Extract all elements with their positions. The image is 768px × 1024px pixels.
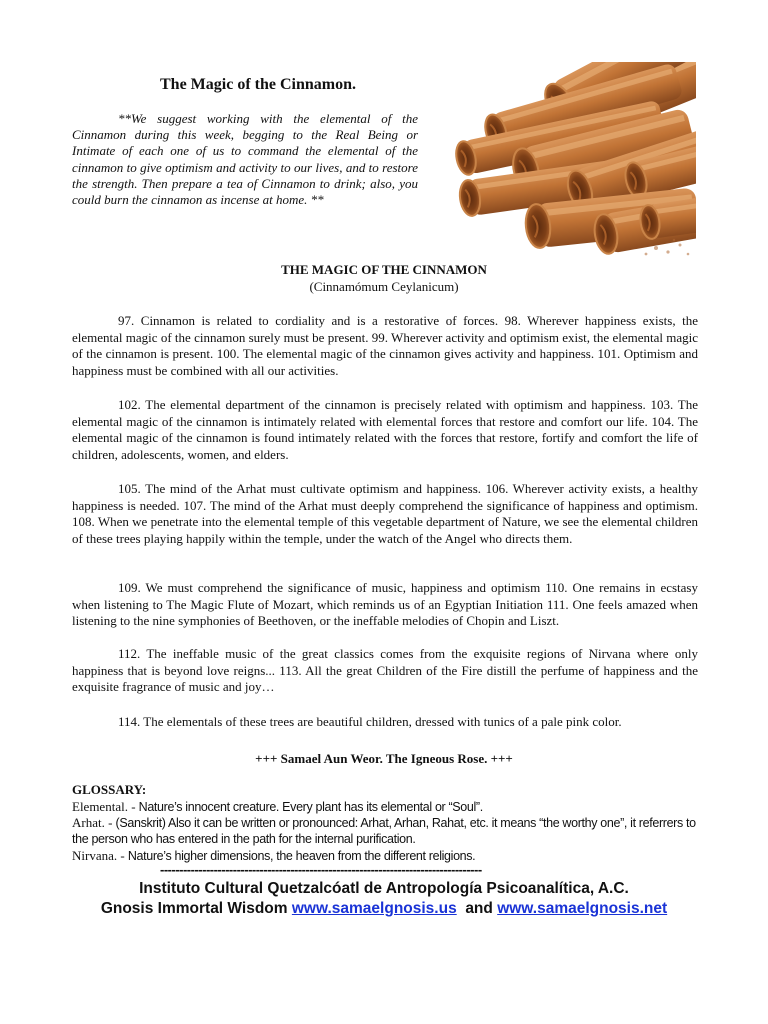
paragraph: 109. We must comprehend the significance of music, happiness and optimism 110. One remains in ecstasy when listening to The Magic Flute of Mozart, which reminds us of an Egyptian Initiation 111. One feels amazed when listening to the nine symphonies of Beethoven, or the ineffable melodies of Chopin and Liszt. [72,580,698,629]
glossary-term: Arhat. - [72,815,113,830]
glossary-term: Nirvana. - [72,848,125,863]
samaelgnosis-us-link[interactable]: www.samaelgnosis.us [291,900,457,917]
glossary-definition: (Sanskrit) Also it can be written or pronounced: Arhat, Arhan, Rahat, etc. it means “the worthy one”, it referrers to the person who has entered in the path for the internal purification. [72,816,696,846]
paragraph: 105. The mind of the Arhat must cultivate optimism and happiness. 106. Wherever activity exists, a healthy happiness is needed. 107. The mind of the Arhat must deeply comprehend the significance of happiness and optimism. 108. When we penetrate into the elemental temple of this vegetable department of Nature, we see the elemental children of these trees playing happily within the temple, under the watch of the Angel who directs them. [72,481,698,546]
footer-divider: ------------------------------------------------------------------------------------ [160,862,482,877]
glossary-definition: Nature’s innocent creature. Every plant has its elemental or “Soul”. [135,800,483,814]
glossary-entry [72,799,698,815]
signature: +++ Samael Aun Weor. The Igneous Rose. +++ [255,751,513,766]
glossary-definition: Nature’s higher dimensions, the heaven from the different religions. [124,849,476,863]
section-title: THE MAGIC OF THE CINNAMON [281,262,487,277]
glossary-term: Elemental. - [72,799,136,814]
paragraph: 112. The ineffable music of the great classics comes from the exquisite regions of Nirvana where only happiness that is beyond love reigns... 113. All the great Children of the Fire distill the perfume of happiness and the exquisite fragrance of music and joy… [72,646,698,695]
cinnamon-sticks-image [430,62,696,262]
document-title: The Magic of the Cinnamon. [160,76,356,93]
paragraph: 97. Cinnamon is related to cordiality and is a restorative of forces. 98. Wherever happiness exists, the elemental magic of the cinnamon surely must be present. 99. Wherever activity and optimism exist, the elemental magic of the cinnamon is present. 100. The elemental magic of the cinnamon gives activity and happiness. 101. Optimism and happiness must be combined with all our activities. [72,313,698,378]
institute-name: Instituto Cultural Quetzalcóatl de Antropología Psicoanalítica, A.C. [139,880,629,897]
intro-paragraph: **We suggest working with the elemental of the Cinnamon during this week, begging to the Real Being or Intimate of each one of us to command the elemental of the cinnamon to give optimism and activity to our lives, and to restore the strength. Then prepare a tea of Cinnamon to drink; also, you could burn the cinnamon as incense at home. ** [72,111,418,208]
glossary-entry [72,815,698,847]
footer-links-line [0,900,768,918]
footer-tagline: Gnosis Immortal Wisdom [100,900,292,917]
paragraph: 102. The elemental department of the cinnamon is precisely related with optimism and happiness. 103. The elemental magic of the cinnamon is intimately related with elemental forces that restore and comfort our life. 104. The elemental magic of the cinnamon is found intimately related with the forces that restore, fortify and comfort the life of children, adolescents, women, and elders. [72,397,698,462]
paragraph: 114. The elementals of these trees are beautiful children, dressed with tunics of a pale pink color. [118,714,622,729]
footer-and: and [456,900,498,917]
glossary-heading: GLOSSARY: [72,782,147,797]
section-subtitle: (Cinnamómum Ceylanicum) [309,279,459,294]
samaelgnosis-net-link[interactable]: www.samaelgnosis.net [497,900,668,917]
